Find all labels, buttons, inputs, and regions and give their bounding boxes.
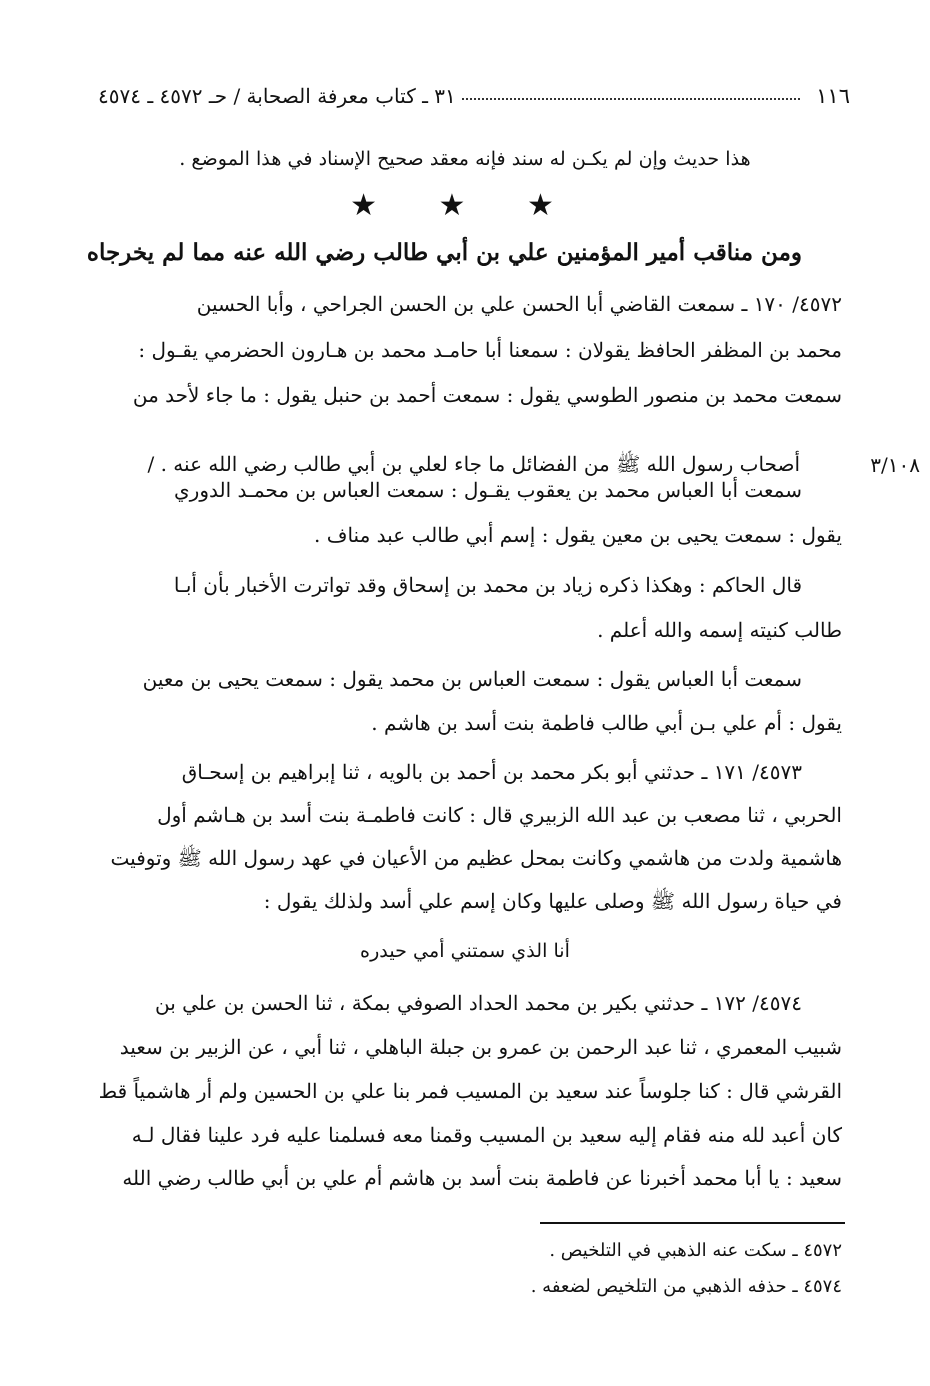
hadith-4574-line-5: سعيد : يا أبا محمد أخبرنا عن فاطمة بنت أسد بن هاشم أم علي بن أبي طالب رضي الله (122, 1166, 842, 1190)
hadith-4572-line-2: محمد بن المظفر الحافظ يقولان : سمعنا أبا حامـد محمد بن هـارون الحضرمي يقـول : (138, 338, 842, 362)
running-title: ٣١ ـ كتاب معرفة الصحابة / حـ ٤٥٧٢ ـ ٤٥٧٤ (98, 84, 456, 108)
hadith-4573-line-3: هاشمية ولدت من هاشمي وكانت بمحل عظيم من الأعيان في عهد رسول الله ﷺ وتوفيت (110, 846, 842, 870)
hadith-4574-line-4: كان أعبد لله منه فقام إليه سعيد بن المسيب وقمنا معه فسلمنا عليه فرد علينا فقال لـه (131, 1123, 842, 1147)
poetry-verse: أنا الذي سمتني أمي حيدره (360, 939, 570, 962)
hadith-4573-line-1: ٤٥٧٣/ ١٧١ ـ حدثني أبو بكر محمد بن أحمد بن بالويه ، ثنا إبراهيم بن إسحـاق (181, 760, 802, 784)
paragraph-line: قال الحاكم : وهكذا ذكره زياد بن محمد بن إسحاق وقد تواترت الأخبار بأن أبـا (173, 573, 802, 597)
intro-line: هذا حديث وإن لم يكـن له سند فإنه معقد صحيح الإسناد في هذا الموضع . (179, 147, 751, 170)
hadith-4573-line-2: الحربي ، ثنا مصعب بن عبد الله الزبيري قال : كانت فاطمـة بنت أسد بن هـاشم أول (157, 803, 842, 827)
hadith-4572-line-1: ٤٥٧٢/ ١٧٠ ـ سمعت القاضي أبا الحسن علي بن الحسن الجراحي ، وأبا الحسين (196, 292, 842, 316)
page-number: ١١٦ (816, 84, 850, 108)
footnote-4574: ٤٥٧٤ ـ حذفه الذهبي من التلخيص لضعفه . (530, 1276, 842, 1297)
hadith-4574-line-1: ٤٥٧٤/ ١٧٢ ـ حدثني بكير بن محمد الحداد الصوفي بمكة ، ثنا الحسن بن علي بن (154, 991, 802, 1015)
paragraph-line: سمعت أبا العباس محمد بن يعقوب يقـول : سمعت العباس بن محمـد الدوري (174, 478, 802, 502)
hadith-4572-line-3: سمعت محمد بن منصور الطوسي يقول : سمعت أحمد بن حنبل يقول : ما جاء لأحد من (132, 383, 842, 407)
margin-volume-reference: ٣/١٠٨ (870, 453, 920, 477)
section-heading: ومن مناقب أمير المؤمنين علي بن أبي طالب رضي الله عنه مما لم يخرجاه (86, 239, 802, 266)
footnote-4572: ٤٥٧٢ ـ سكت عنه الذهبي في التلخيص . (549, 1240, 842, 1261)
section-separator-stars: ★ ★ ★ (350, 188, 580, 223)
hadith-4574-line-3: القرشي قال : كنا جلوساً عند سعيد بن المسيب فمر بنا علي بن الحسين ولم أر هاشمياً قط (98, 1079, 842, 1103)
hadith-4573-line-4: في حياة رسول الله ﷺ وصلى عليها وكان إسم علي أسد ولذلك يقول : (263, 889, 842, 913)
paragraph-line: سمعت أبا العباس يقول : سمعت العباس بن محمد يقول : سمعت يحيى بن معين (142, 667, 802, 691)
footnote-rule (540, 1222, 845, 1224)
paragraph-line: يقول : أم علي بـن أبي طالب فاطمة بنت أسد بن هاشم . (371, 711, 842, 735)
hadith-4574-line-2: شبيب المعمري ، ثنا عبد الرحمن بن عمرو بن جبلة الباهلي ، ثنا أبي ، عن الزبير بن سعيد (119, 1035, 842, 1059)
running-header (98, 74, 850, 108)
paragraph-line: يقول : سمعت يحيى بن معين يقول : إسم أبي طالب عبد مناف . (314, 523, 842, 547)
hadith-4572-line-4: أصحاب رسول الله ﷺ من الفضائل ما جاء لعلي بن أبي طالب رضي الله عنه . / (147, 452, 800, 476)
paragraph-line: طالب كنيته إسمه والله أعلم . (597, 618, 842, 642)
header-dot-leader (462, 98, 800, 100)
